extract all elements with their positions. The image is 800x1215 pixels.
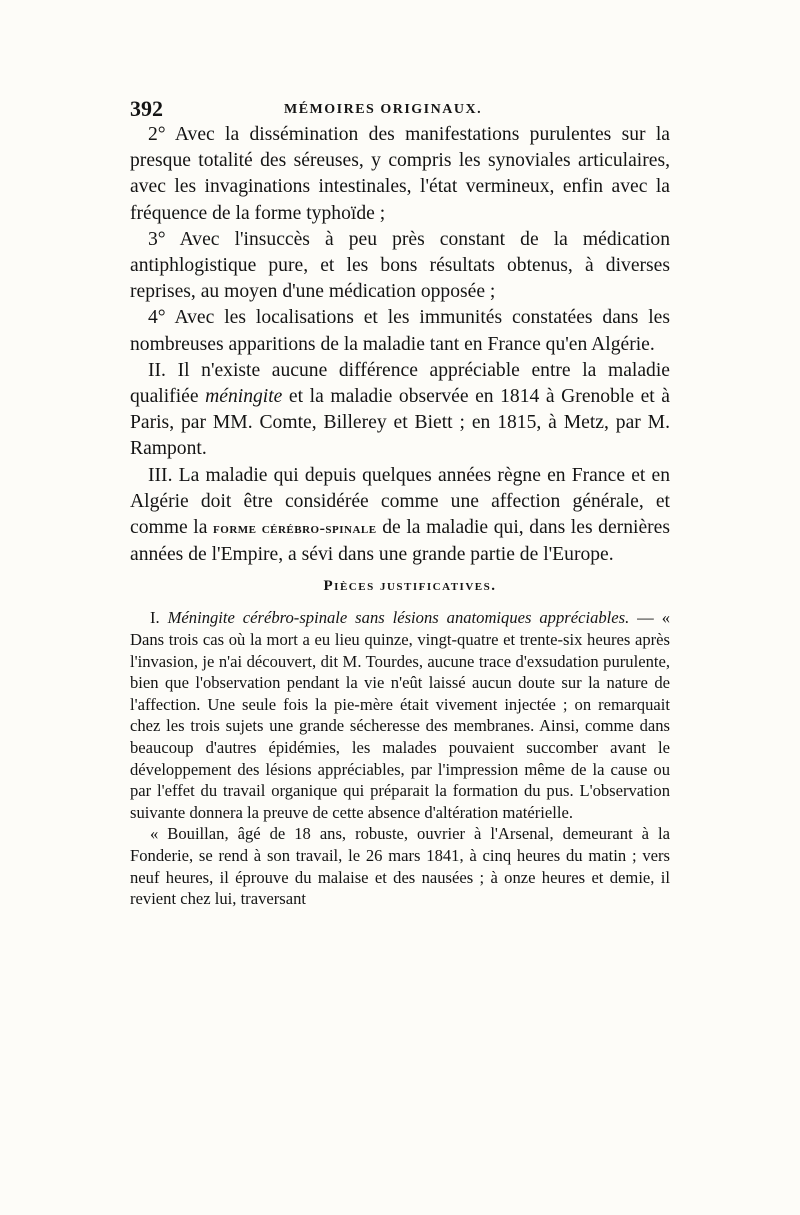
paragraph-II (130, 358, 670, 463)
paragraph-III-start: III. La maladie qui depuis quelques années règne en France et en Algérie doit être considérée comme une affection générale, et comme la (130, 464, 670, 539)
piece-I-title: Méningite cérébro-spinale sans lésions anatomiques appréciables. (167, 608, 630, 628)
running-title: MÉMOIRES ORIGINAUX. (284, 102, 483, 117)
paragraph-II-end: et la maladie observée en 1814 à Grenoble et à Paris, par MM. Comte, Billerey et Biett ; en 1815, à Metz, par M. Rampont. (130, 386, 670, 460)
paragraph-III-caps: forme cérébro-spinale (213, 520, 377, 538)
paragraph-II-start: II. Il n'existe aucune différence appréciable entre la maladie qualifiée (130, 359, 670, 408)
paragraph-III-end: de la maladie qui, dans les dernières années de l'Empire, a sévi dans une grande partie de l'Europe. (130, 517, 670, 566)
piece-I (130, 607, 670, 823)
page (130, 96, 670, 910)
page-number: 392 (130, 96, 163, 121)
page-header (130, 96, 670, 122)
piece-I-text: — « Dans trois cas où la mort a eu lieu quinze, vingt-quatre et trente-six heures après l'invasion, je n'ai découvert, dit M. Tourdes, aucune trace d'exsudation purulente, bien que l'observation pendant la vie n'eût laissé aucun doute sur la nature de l'affection. Une seule fois la pie-mère était vivement injectée ; on remarquait chez les trois sujets une grande sécheresse des membranes. Ainsi, comme dans beaucoup d'autres épidémies, les malades pouvaient succomber avant le développement des lésions appréciables, par l'impression même de la cause ou par l'effet du travail organique qui préparait la formation du pus. L'observation suivante donnera la preuve de cette absence d'altération matérielle. (130, 608, 670, 822)
piece-I-label: I. (150, 608, 168, 628)
paragraph-3: 3° Avec l'insuccès à peu près constant de la médication antiphlogistique pure, et les bons résultats obtenus, à diverses reprises, au moyen d'une médication opposée ; (130, 228, 670, 303)
paragraph-II-italic: méningite (205, 386, 283, 408)
paragraph-2: 2° Avec la dissémination des manifestations purulentes sur la presque totalité des séreuses, y compris les synoviales articulaires, avec les invaginations intestinales, l'état vermineux, enfin avec la fréquence de la forme typhoïde ; (130, 124, 670, 224)
conclusions-section (130, 122, 670, 568)
pieces-section (130, 607, 670, 909)
paragraph-4: 4° Avec les localisations et les immunités constatées dans les nombreuses apparitions de la maladie tant en France qu'en Algérie. (130, 307, 670, 355)
paragraph-III (130, 463, 670, 569)
observation-paragraph: « Bouillan, âgé de 18 ans, robuste, ouvrier à l'Arsenal, demeurant à la Fonderie, se rend à son travail, le 26 mars 1841, à cinq heures du matin ; vers neuf heures, il éprouve du malaise et des nausées ; à onze heures et demie, il revient chez lui, traversant (130, 824, 670, 909)
section-title: Pièces justificatives. (323, 578, 497, 595)
